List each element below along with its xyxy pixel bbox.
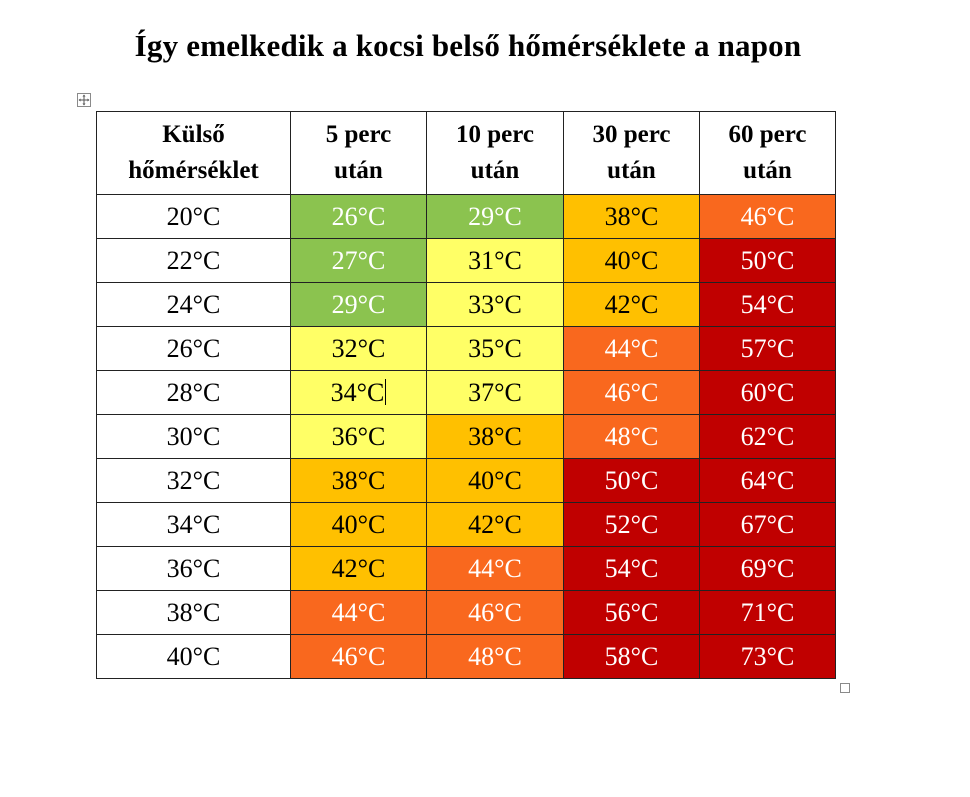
cabin-temp-value: 46°C — [468, 597, 522, 627]
cabin-temp-cell[interactable] — [564, 239, 700, 283]
table-resize-handle[interactable] — [840, 683, 850, 693]
cabin-temp-value: 38°C — [468, 421, 522, 451]
header-after-5-min[interactable]: 5 perc után — [291, 112, 427, 195]
cabin-temp-cell[interactable] — [427, 371, 564, 415]
table-body — [97, 195, 836, 679]
table-move-handle[interactable] — [77, 93, 91, 107]
cabin-temp-cell[interactable] — [564, 195, 700, 239]
cabin-temp-value: 32°C — [331, 333, 386, 363]
cabin-temp-cell[interactable] — [564, 503, 700, 547]
cabin-temp-value: 44°C — [331, 597, 386, 627]
cabin-temp-cell[interactable] — [427, 503, 564, 547]
cabin-temp-cell[interactable] — [700, 327, 836, 371]
header-row — [97, 112, 836, 195]
outside-temp-cell[interactable]: 26°C — [97, 327, 291, 371]
cabin-temp-cell[interactable] — [564, 327, 700, 371]
header-after-60-min[interactable]: 60 perc után — [700, 112, 836, 195]
cabin-temp-cell[interactable] — [291, 591, 427, 635]
cabin-temp-value: 64°C — [740, 465, 795, 495]
table-row — [97, 459, 836, 503]
cabin-temp-value: 50°C — [740, 245, 795, 275]
cabin-temp-value: 40°C — [331, 509, 386, 539]
cabin-temp-cell[interactable] — [427, 283, 564, 327]
document-title: Így emelkedik a kocsi belső hőmérséklete a napon — [134, 28, 802, 63]
cabin-temp-value: 67°C — [740, 509, 795, 539]
cabin-temp-cell[interactable] — [291, 503, 427, 547]
table-row — [97, 283, 836, 327]
cabin-temp-cell[interactable] — [291, 635, 427, 679]
outside-temp-cell[interactable]: 40°C — [97, 635, 291, 679]
cabin-temp-value: 69°C — [740, 553, 795, 583]
cabin-temp-value: 27°C — [331, 245, 386, 275]
cabin-temp-cell[interactable] — [427, 415, 564, 459]
cabin-temp-cell[interactable] — [427, 635, 564, 679]
cabin-temp-value: 73°C — [740, 641, 795, 671]
cabin-temp-value: 71°C — [740, 597, 795, 627]
cabin-temp-value: 57°C — [740, 333, 795, 363]
outside-temp-cell[interactable]: 30°C — [97, 415, 291, 459]
move-arrows-icon — [78, 94, 90, 106]
cabin-temp-cell[interactable] — [564, 591, 700, 635]
cabin-temp-value: 46°C — [740, 201, 795, 231]
outside-temp-cell[interactable]: 24°C — [97, 283, 291, 327]
cabin-temp-value: 58°C — [604, 641, 659, 671]
table-row — [97, 591, 836, 635]
cabin-temp-cell[interactable] — [700, 195, 836, 239]
cabin-temp-value: 38°C — [331, 465, 386, 495]
cabin-temp-value: 37°C — [468, 377, 522, 407]
cabin-temp-value: 34°C — [330, 377, 385, 407]
cabin-temp-value: 42°C — [468, 509, 522, 539]
cabin-temp-value: 42°C — [604, 289, 659, 319]
cabin-temp-value: 40°C — [604, 245, 659, 275]
cabin-temp-cell[interactable] — [427, 327, 564, 371]
cabin-temp-cell[interactable] — [291, 195, 427, 239]
cabin-temp-value: 52°C — [604, 509, 659, 539]
outside-temp-cell[interactable]: 38°C — [97, 591, 291, 635]
cabin-temp-value: 38°C — [604, 201, 659, 231]
cabin-temp-cell[interactable] — [700, 635, 836, 679]
cabin-temp-value: 46°C — [331, 641, 386, 671]
cabin-temp-cell[interactable] — [564, 459, 700, 503]
cabin-temp-cell[interactable] — [700, 415, 836, 459]
outside-temp-cell[interactable]: 34°C — [97, 503, 291, 547]
cabin-temp-cell[interactable] — [291, 327, 427, 371]
outside-temp-cell[interactable]: 20°C — [97, 195, 291, 239]
outside-temp-cell[interactable]: 32°C — [97, 459, 291, 503]
cabin-temp-cell[interactable] — [700, 547, 836, 591]
cabin-temp-value: 44°C — [604, 333, 659, 363]
header-outside-temp[interactable]: Külső hőmérséklet — [97, 112, 291, 195]
cabin-temp-value: 26°C — [331, 201, 386, 231]
cabin-temp-cell[interactable] — [700, 283, 836, 327]
cabin-temp-cell[interactable] — [291, 547, 427, 591]
cabin-temp-value: 36°C — [331, 421, 386, 451]
cabin-temp-value: 60°C — [740, 377, 795, 407]
cabin-temp-cell[interactable] — [427, 591, 564, 635]
cabin-temp-cell[interactable] — [700, 503, 836, 547]
temperature-table — [96, 111, 836, 679]
cabin-temp-value: 40°C — [468, 465, 522, 495]
cabin-temp-cell[interactable] — [427, 547, 564, 591]
cabin-temp-cell[interactable] — [291, 415, 427, 459]
table-row — [97, 415, 836, 459]
table-row — [97, 547, 836, 591]
cabin-temp-value: 48°C — [468, 641, 522, 671]
cabin-temp-cell[interactable] — [564, 371, 700, 415]
cabin-temp-value: 29°C — [331, 289, 386, 319]
cabin-temp-value: 56°C — [604, 597, 659, 627]
table-row — [97, 371, 836, 415]
cabin-temp-value: 62°C — [740, 421, 795, 451]
table-row — [97, 635, 836, 679]
cabin-temp-cell[interactable] — [700, 591, 836, 635]
cabin-temp-value: 29°C — [468, 201, 522, 231]
table-row — [97, 239, 836, 283]
cabin-temp-value: 42°C — [331, 553, 386, 583]
cabin-temp-cell[interactable] — [427, 459, 564, 503]
cabin-temp-value: 54°C — [604, 553, 659, 583]
cabin-temp-cell[interactable] — [700, 459, 836, 503]
outside-temp-cell[interactable]: 28°C — [97, 371, 291, 415]
cabin-temp-cell[interactable] — [564, 635, 700, 679]
cabin-temp-value: 48°C — [604, 421, 659, 451]
outside-temp-cell[interactable]: 22°C — [97, 239, 291, 283]
header-after-10-min[interactable]: 10 perc után — [427, 112, 564, 195]
cabin-temp-cell[interactable] — [564, 415, 700, 459]
cabin-temp-cell[interactable] — [427, 195, 564, 239]
cabin-temp-cell[interactable] — [427, 239, 564, 283]
cabin-temp-value: 33°C — [468, 289, 522, 319]
cabin-temp-cell[interactable] — [564, 547, 700, 591]
cabin-temp-cell[interactable] — [291, 371, 427, 415]
cabin-temp-cell[interactable] — [291, 283, 427, 327]
header-after-30-min[interactable]: 30 perc után — [564, 112, 700, 195]
cabin-temp-value: 50°C — [604, 465, 659, 495]
table-row — [97, 195, 836, 239]
text-cursor — [385, 379, 386, 405]
cabin-temp-cell[interactable] — [291, 239, 427, 283]
cabin-temp-cell[interactable] — [291, 459, 427, 503]
outside-temp-cell[interactable]: 36°C — [97, 547, 291, 591]
cabin-temp-cell[interactable] — [700, 239, 836, 283]
cabin-temp-value: 54°C — [740, 289, 795, 319]
cabin-temp-value: 44°C — [468, 553, 522, 583]
cabin-temp-value: 35°C — [468, 333, 522, 363]
cabin-temp-cell[interactable] — [700, 371, 836, 415]
cabin-temp-value: 46°C — [604, 377, 659, 407]
table-row — [97, 327, 836, 371]
table-row — [97, 503, 836, 547]
cabin-temp-value: 31°C — [468, 245, 522, 275]
cabin-temp-cell[interactable] — [564, 283, 700, 327]
